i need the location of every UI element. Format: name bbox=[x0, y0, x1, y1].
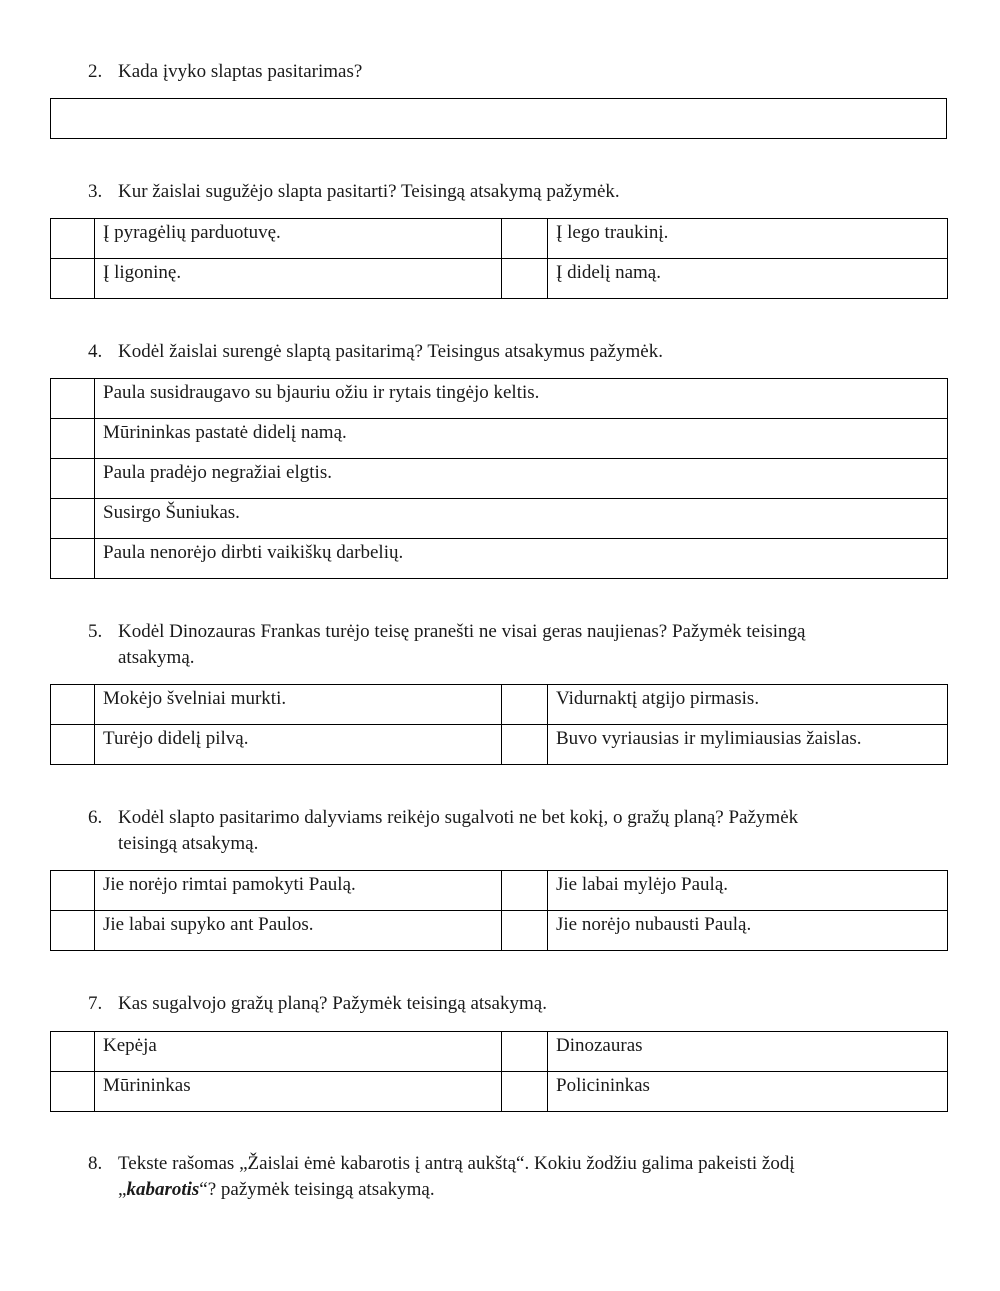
table-row bbox=[51, 259, 948, 299]
question-number: 4. bbox=[88, 341, 103, 362]
option-label: Mokėjo švelniai murkti. bbox=[95, 685, 502, 725]
question-5 bbox=[88, 619, 948, 671]
question-text-line-1: Kodėl Dinozauras Frankas turėjo teisę pranešti ne visai geras naujienas? Pažymėk teisingą bbox=[118, 621, 806, 642]
question-text-line-2: atsakymą. bbox=[118, 647, 195, 668]
checkbox-cell[interactable] bbox=[51, 459, 95, 499]
option-label: Mūrininkas pastatė didelį namą. bbox=[95, 419, 948, 459]
question-3 bbox=[88, 179, 948, 205]
question-text-line-1: Kodėl slapto pasitarimo dalyviams reikėjo sugalvoti ne bet kokį, o gražų planą? Pažymėk bbox=[118, 807, 799, 828]
option-label: Jie labai mylėjo Paulą. bbox=[548, 871, 948, 911]
options-table-q6 bbox=[50, 870, 948, 951]
table-row bbox=[51, 419, 948, 459]
option-label: Jie labai supyko ant Paulos. bbox=[95, 911, 502, 951]
checkbox-cell[interactable] bbox=[51, 871, 95, 911]
checkbox-cell[interactable] bbox=[51, 379, 95, 419]
options-table-q4 bbox=[50, 378, 948, 579]
question-text-line-2: teisingą atsakymą. bbox=[118, 833, 259, 854]
option-label: Jie norėjo nubausti Paulą. bbox=[548, 911, 948, 951]
table-row bbox=[51, 539, 948, 579]
checkbox-cell[interactable] bbox=[51, 1072, 95, 1112]
checkbox-cell[interactable] bbox=[51, 685, 95, 725]
question-text-line-2 bbox=[118, 1177, 948, 1203]
emphasized-word: kabarotis bbox=[126, 1179, 200, 1200]
checkbox-cell[interactable] bbox=[502, 219, 548, 259]
table-row bbox=[51, 219, 948, 259]
question-8 bbox=[88, 1151, 948, 1203]
question-text: Kas sugalvojo gražų planą? Pažymėk teisingą atsakymą. bbox=[118, 993, 547, 1014]
checkbox-cell[interactable] bbox=[51, 911, 95, 951]
option-label: Kepėja bbox=[95, 1032, 502, 1072]
checkbox-cell[interactable] bbox=[51, 1032, 95, 1072]
answer-box-q2[interactable] bbox=[50, 98, 947, 139]
question-7 bbox=[88, 991, 948, 1017]
question-4 bbox=[88, 339, 948, 365]
options-table-q7 bbox=[50, 1031, 948, 1112]
option-label: Į lego traukinį. bbox=[548, 219, 948, 259]
open-quote: „ bbox=[118, 1179, 127, 1200]
option-label: Į didelį namą. bbox=[548, 259, 948, 299]
options-table-q3 bbox=[50, 218, 948, 299]
checkbox-cell[interactable] bbox=[502, 259, 548, 299]
question-number: 2. bbox=[88, 61, 103, 82]
checkbox-cell[interactable] bbox=[51, 725, 95, 765]
table-row bbox=[51, 725, 948, 765]
option-label: Vidurnaktį atgijo pirmasis. bbox=[548, 685, 948, 725]
table-row bbox=[51, 871, 948, 911]
table-row bbox=[51, 1072, 948, 1112]
checkbox-cell[interactable] bbox=[502, 1072, 548, 1112]
question-6 bbox=[88, 805, 948, 857]
checkbox-cell[interactable] bbox=[51, 219, 95, 259]
option-label: Paula susidraugavo su bjauriu ožiu ir rytais tingėjo keltis. bbox=[95, 379, 948, 419]
option-label: Paula nenorėjo dirbti vaikiškų darbelių. bbox=[95, 539, 948, 579]
option-label: Policininkas bbox=[548, 1072, 948, 1112]
table-row bbox=[51, 1032, 948, 1072]
question-text: Kada įvyko slaptas pasitarimas? bbox=[118, 61, 363, 82]
question-number: 7. bbox=[88, 993, 103, 1014]
table-row bbox=[51, 499, 948, 539]
table-row bbox=[51, 685, 948, 725]
checkbox-cell[interactable] bbox=[51, 419, 95, 459]
option-label: Į pyragėlių parduotuvę. bbox=[95, 219, 502, 259]
option-label: Dinozauras bbox=[548, 1032, 948, 1072]
checkbox-cell[interactable] bbox=[51, 499, 95, 539]
option-label: Į ligoninę. bbox=[95, 259, 502, 299]
checkbox-cell[interactable] bbox=[502, 685, 548, 725]
checkbox-cell[interactable] bbox=[502, 871, 548, 911]
question-number: 6. bbox=[88, 807, 103, 828]
option-label: Jie norėjo rimtai pamokyti Paulą. bbox=[95, 871, 502, 911]
checkbox-cell[interactable] bbox=[502, 911, 548, 951]
question-text: Kur žaislai sugužėjo slapta pasitarti? Teisingą atsakymą pažymėk. bbox=[118, 181, 620, 202]
table-row bbox=[51, 379, 948, 419]
question-text-line-1: Tekste rašomas „Žaislai ėmė kabarotis į antrą aukštą“. Kokiu žodžiu galima pakeisti žodį bbox=[118, 1153, 795, 1174]
checkbox-cell[interactable] bbox=[51, 539, 95, 579]
checkbox-cell[interactable] bbox=[502, 725, 548, 765]
option-label: Buvo vyriausias ir mylimiausias žaislas. bbox=[548, 725, 948, 765]
checkbox-cell[interactable] bbox=[51, 259, 95, 299]
question-number: 8. bbox=[88, 1153, 103, 1174]
question-text-rest: “? pažymėk teisingą atsakymą. bbox=[199, 1179, 435, 1200]
option-label: Mūrininkas bbox=[95, 1072, 502, 1112]
question-text: Kodėl žaislai surengė slaptą pasitarimą? Teisingus atsakymus pažymėk. bbox=[118, 341, 663, 362]
option-label: Turėjo didelį pilvą. bbox=[95, 725, 502, 765]
option-label: Susirgo Šuniukas. bbox=[95, 499, 948, 539]
question-number: 3. bbox=[88, 181, 103, 202]
table-row bbox=[51, 911, 948, 951]
table-row bbox=[51, 459, 948, 499]
question-number: 5. bbox=[88, 621, 103, 642]
checkbox-cell[interactable] bbox=[502, 1032, 548, 1072]
options-table-q5 bbox=[50, 684, 948, 765]
question-2 bbox=[88, 59, 948, 85]
option-label: Paula pradėjo negražiai elgtis. bbox=[95, 459, 948, 499]
